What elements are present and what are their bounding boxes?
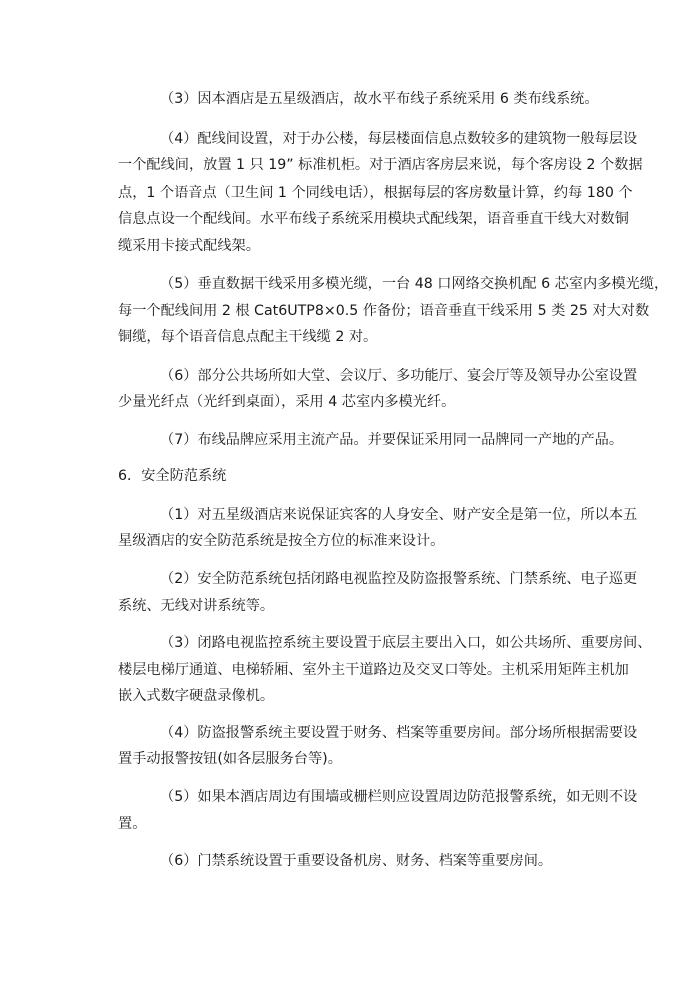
text-line: 系统、无线对讲系统等。 [118,598,275,614]
text-line: 缆采用卡接式配线架。 [118,238,260,254]
text-line: （5）如果本酒店周边有围墙或栅栏则应设置周边防范报警系统，如无则不设 [160,789,638,805]
text-line: （3）因本酒店是五星级酒店，故水平布线子系统采用 6 类布线系统。 [160,91,599,107]
text-line: （4）防盗报警系统主要设置于财务、档案等重要房间。部分场所根据需要设 [160,725,638,741]
text-line: 星级酒店的安全防范系统是按全方位的标准来设计。 [118,533,445,549]
text-line: （3）闭路电视监控系统主要设置于底层主要出入口，如公共场所、重要房间、 [160,635,652,651]
text-line: 铜缆，每个语音信息点配主干线缆 2 对。 [118,329,378,345]
text-line: 楼层电梯厅通道、电梯轿厢、室外主干道路边及交叉口等处。主机采用矩阵主机加 [118,662,629,678]
section-heading: 6．安全防范系统 [118,468,227,484]
text-line: 每一个配线间用 2 根 Cat6UTP8×0.5 作备份；语音垂直干线采用 5 类 25 对大对数 [118,303,650,319]
text-line: 信息点设一个配线间。水平布线子系统采用模块式配线架，语音垂直干线大对数铜 [118,211,629,227]
text-line: （4）配线间设置，对于办公楼，每层楼面信息点数较多的建筑物一般每层设 [160,131,638,147]
text-line: 少量光纤点（光纤到桌面），采用 4 芯室内多模光纤。 [118,394,456,410]
text-line: （5）垂直数据干线采用多模光缆，一台 48 口网络交换机配 6 芯室内多模光缆， [160,276,669,292]
text-line: 点，1 个语音点（卫生间 1 个同线电话），根据每层的客房数量计算，约每 180 个 [118,185,633,201]
text-line: （2）安全防范系统包括闭路电视监控及防盗报警系统、门禁系统、电子巡更 [160,571,638,587]
text-line: 嵌入式数字硬盘录像机。 [118,688,275,704]
text-line: 置手动报警按钮(如各层服务台等)。 [118,751,342,767]
text-line: 置。 [118,816,147,832]
text-line: （1）对五星级酒店来说保证宾客的人身安全、财产安全是第一位，所以本五 [160,507,638,523]
text-line: 一个配线间，放置 1 只 19” 标准机柜。对于酒店客房层来说，每个客房设 2 个数据 [118,157,643,173]
text-line: （7）布线品牌应采用主流产品。并要保证采用同一品牌同一产地的产品。 [160,432,624,448]
text-line: （6）门禁系统设置于重要设备机房、财务、档案等重要房间。 [160,853,553,869]
text-line: （6）部分公共场所如大堂、会议厅、多功能厅、宴会厅等及领导办公室设置 [160,368,638,384]
